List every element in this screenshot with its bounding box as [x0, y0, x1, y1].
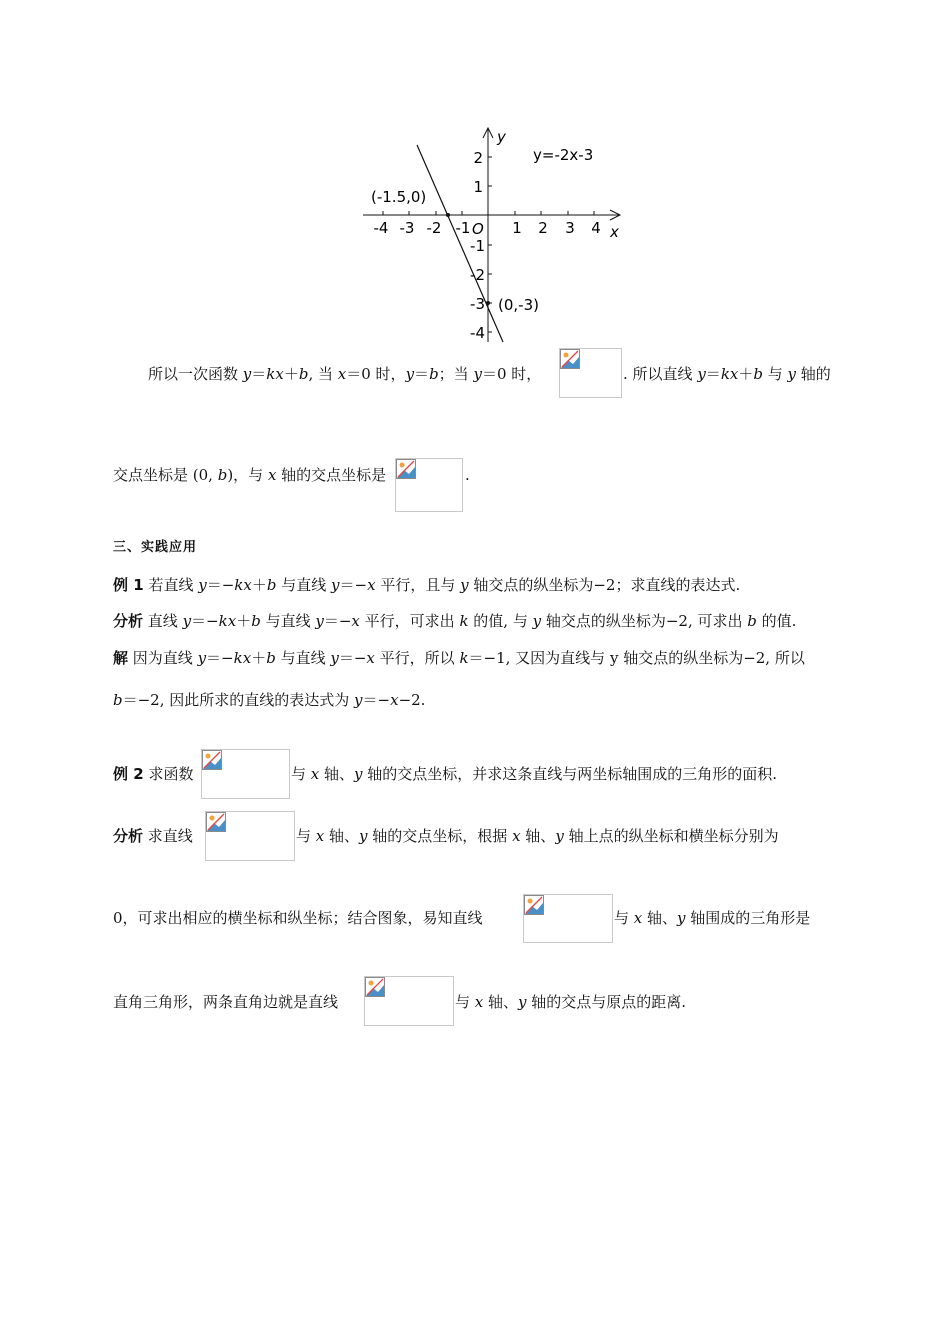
text: 轴的交点坐标，并求这条直线与两坐标轴围成的三角形的面积.	[362, 765, 778, 783]
x-tick-label: 2	[538, 219, 548, 237]
text: 因为直线	[128, 649, 198, 667]
x-tick-label: 4	[591, 219, 601, 237]
paragraph-intersection	[113, 465, 386, 485]
text: )，与	[227, 466, 268, 484]
y-tick-label: 1	[473, 178, 483, 196]
math-var: b	[747, 612, 757, 630]
math-var: y	[677, 909, 686, 927]
x-intercept-point	[446, 213, 450, 217]
analysis-label: 分析	[113, 827, 144, 845]
y-tick-label: 2	[473, 149, 483, 167]
text: . 所以直线	[623, 365, 698, 383]
text: .	[465, 466, 470, 484]
math-var: b	[266, 576, 277, 594]
solution-1-line-1	[113, 648, 805, 668]
text: ＝0 时，	[481, 365, 542, 383]
text: 与	[291, 765, 311, 783]
text: 轴、	[319, 765, 355, 783]
math-var: b	[298, 365, 309, 383]
text: ＝−1, 又因为直线与 y 轴交点的纵坐标为−2, 所以	[468, 649, 805, 667]
math-var: x	[366, 649, 375, 667]
example-label: 例 1	[113, 576, 144, 594]
analysis-2-line-1	[113, 826, 193, 846]
text: ＋	[251, 576, 267, 594]
text: 轴、	[483, 993, 519, 1011]
text: 的值.	[756, 612, 797, 630]
text: 若直线	[143, 576, 199, 594]
math-var: y	[405, 365, 415, 383]
analysis-2-line-3	[113, 992, 338, 1012]
math-var: y	[354, 691, 363, 709]
missing-formula-image	[201, 749, 290, 799]
text: ；当	[438, 365, 474, 383]
math-var: x	[315, 827, 325, 845]
x-axis-label: x	[610, 223, 619, 241]
example-label: 例 2	[113, 765, 144, 783]
text: 平行，可求出	[359, 612, 460, 630]
broken-image-icon	[365, 977, 385, 997]
text: −2.	[398, 691, 426, 709]
math-var: x	[337, 365, 347, 383]
section-heading: 三、实践应用	[113, 540, 198, 555]
y-tick-label: -4	[470, 324, 485, 342]
math-var: kx	[233, 649, 252, 667]
text: 轴上点的纵坐标和横坐标分别为	[563, 827, 779, 845]
text: 轴交点的纵坐标为−2, 可求出	[541, 612, 748, 630]
text: 轴的	[796, 365, 831, 383]
math-var: y	[331, 576, 340, 594]
y-tick-label: -2	[470, 266, 485, 284]
text: 与	[614, 909, 634, 927]
y-intercept-point	[486, 301, 490, 305]
text: 与直线	[260, 612, 316, 630]
math-var: b	[429, 365, 439, 383]
x-tick-label: -3	[399, 219, 415, 237]
text: 所以一次函数	[148, 365, 243, 383]
math-var: x	[267, 466, 277, 484]
math-var: y	[182, 612, 192, 630]
text: ＝−	[339, 576, 368, 594]
text: ＋	[251, 649, 267, 667]
text: 平行，所以	[374, 649, 460, 667]
analysis-2-line-2-cont	[614, 908, 810, 928]
text: 0，可求出相应的横坐标和纵坐标；结合图象，易知直线	[113, 909, 483, 927]
text: 轴的交点坐标是	[276, 466, 387, 484]
text: 轴、	[642, 909, 678, 927]
math-var: y	[315, 612, 324, 630]
math-var: x	[351, 612, 360, 630]
math-var: y	[359, 827, 368, 845]
text: ＝−	[362, 691, 391, 709]
math-var: kx	[218, 612, 237, 630]
math-var: y	[197, 649, 207, 667]
math-var: y	[242, 365, 252, 383]
text: 求函数	[143, 765, 194, 783]
x-tick-label: -4	[373, 219, 389, 237]
point-a-label: (-1.5,0)	[371, 188, 427, 206]
missing-formula-image	[364, 976, 454, 1026]
example-2-cont	[291, 764, 777, 784]
y-axis-label: y	[497, 128, 506, 146]
text: ＝−2, 因此所求的直线的表达式为	[122, 691, 355, 709]
broken-image-icon	[202, 750, 222, 770]
missing-formula-image	[559, 348, 622, 398]
text: 轴的交点坐标，根据	[367, 827, 513, 845]
missing-formula-image	[395, 458, 463, 512]
math-var: b	[753, 365, 763, 383]
missing-formula-image	[523, 894, 613, 943]
text: 与	[296, 827, 316, 845]
math-var: x	[390, 691, 399, 709]
point-b-label: (0,-3)	[498, 296, 539, 314]
text: 轴交点的纵坐标为−2；求直线的表达式.	[468, 576, 741, 594]
math-var: y	[460, 576, 469, 594]
text: 直线	[143, 612, 183, 630]
math-var: y	[473, 365, 482, 383]
example-1	[113, 575, 740, 595]
origin-label: O	[472, 220, 484, 238]
math-var: y	[697, 365, 706, 383]
text: ＝−	[206, 576, 235, 594]
solution-label: 解	[113, 649, 129, 667]
math-var: k	[459, 612, 469, 630]
paragraph-intercepts	[148, 364, 541, 384]
x-tick-label: -2	[426, 219, 442, 237]
broken-image-icon	[206, 812, 226, 832]
text: 平行，且与	[375, 576, 461, 594]
broken-image-icon	[396, 459, 416, 479]
math-var: k	[459, 649, 469, 667]
x-tick-label: 3	[565, 219, 575, 237]
paragraph-intercepts-cont	[623, 364, 831, 384]
math-var: kx	[266, 365, 284, 383]
analysis-2-line-2	[113, 908, 483, 928]
text: 交点坐标是 (0,	[113, 466, 218, 484]
missing-formula-image	[205, 811, 295, 861]
math-var: y	[518, 993, 527, 1011]
function-line	[417, 145, 503, 342]
x-tick-label: -1	[455, 219, 471, 237]
math-var: kx	[720, 365, 739, 383]
line-graph-figure	[355, 120, 635, 350]
text: ＝−	[323, 612, 352, 630]
math-var: b	[113, 691, 123, 709]
x-tick-label: 1	[512, 219, 522, 237]
text: 直角三角形，两条直角边就是直线	[113, 993, 339, 1011]
math-var: x	[512, 827, 521, 845]
math-var: y	[532, 612, 542, 630]
text: ＝−	[338, 649, 367, 667]
y-tick-marks	[488, 157, 492, 332]
text: ＝−	[206, 649, 234, 667]
text: 与	[455, 993, 475, 1011]
text: 求直线	[143, 827, 193, 845]
analysis-label: 分析	[113, 612, 144, 630]
math-var: y	[354, 765, 363, 783]
text: 与直线	[276, 576, 332, 594]
text: ＋	[236, 612, 252, 630]
math-var: y	[330, 649, 339, 667]
text: ＝	[251, 365, 267, 383]
math-var: x	[367, 576, 376, 594]
broken-image-icon	[560, 349, 580, 369]
text: ＝0 时，	[346, 365, 406, 383]
math-var: x	[474, 993, 484, 1011]
example-2	[113, 764, 193, 784]
math-var: y	[787, 365, 797, 383]
analysis-2-line-1-cont	[296, 826, 779, 846]
text: , 当	[308, 365, 338, 383]
paragraph-end	[465, 465, 470, 485]
math-var: y	[555, 827, 564, 845]
text: ＝	[414, 365, 430, 383]
solution-1-line-2	[113, 690, 425, 710]
text: 与	[763, 365, 788, 383]
text: 轴围成的三角形是	[685, 909, 811, 927]
equation-label: y=-2x-3	[533, 146, 594, 164]
text: 轴、	[520, 827, 556, 845]
text: 轴、	[324, 827, 360, 845]
math-var: x	[310, 765, 320, 783]
broken-image-icon	[524, 895, 544, 915]
math-var: x	[633, 909, 643, 927]
text: ＋	[738, 365, 754, 383]
text: 轴的交点与原点的距离.	[526, 993, 687, 1011]
text: ＋	[283, 365, 299, 383]
text: 与直线	[275, 649, 331, 667]
text: ＝−	[191, 612, 219, 630]
y-tick-label: -3	[470, 295, 485, 313]
text: ＝	[705, 365, 721, 383]
text: 的值, 与	[468, 612, 533, 630]
analysis-1	[113, 611, 796, 631]
math-var: b	[266, 649, 276, 667]
math-var: y	[198, 576, 207, 594]
y-tick-label: -1	[470, 237, 485, 255]
analysis-2-line-3-cont	[455, 992, 686, 1012]
math-var: b	[217, 466, 228, 484]
math-var: b	[251, 612, 261, 630]
math-var: kx	[234, 576, 252, 594]
